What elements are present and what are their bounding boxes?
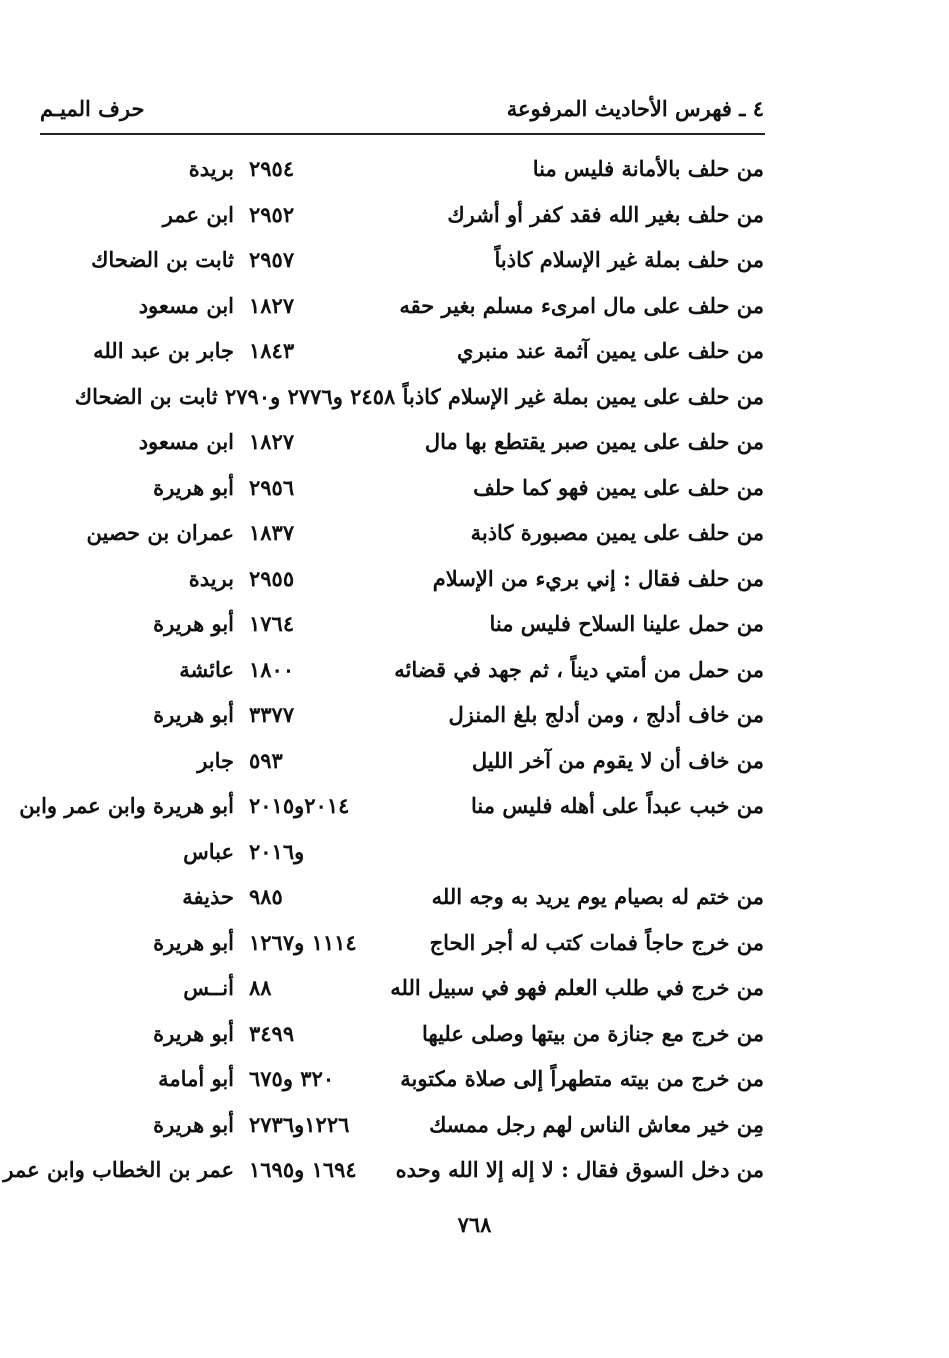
entry-hadith-text: من حلف بالأمانة فليس منا [532, 156, 764, 181]
entry-hadith-text: من ختم له بصيام يوم يريد به وجه الله [431, 884, 764, 909]
index-entry [29, 694, 764, 740]
index-entry [29, 421, 764, 467]
letter-title: حرف الميـم [40, 95, 145, 121]
index-entry [29, 1104, 764, 1150]
entry-hadith-number: ٢٩٥٤ [249, 156, 295, 181]
index-entry [3, 1149, 764, 1195]
entry-hadith-text: من حلف على مال امرىء مسلم بغير حقه [399, 292, 764, 318]
entry-narrator: أبو هريرة [153, 474, 234, 500]
entry-hadith-text: من حمل علينا السلاح فليس منا [489, 611, 764, 636]
entry-hadith-number: ٩٨٥ [249, 884, 283, 909]
entry-hadith-text: من دخل السوق فقال : لا إله إلا الله وحده [395, 1157, 764, 1182]
index-entry [29, 239, 764, 285]
entry-narrator: أنــس [183, 975, 234, 1000]
entry-hadith-number: ١٦٩٤ و١٦٩٥ [249, 1157, 357, 1182]
entry-hadith-number: ١٨٢٧ [249, 429, 295, 454]
entry-narrator: ابن عمر [162, 201, 234, 227]
entry-narrator: عمران بن حصين [86, 520, 234, 545]
entry-narrator: عائشة [179, 656, 234, 682]
index-entry [29, 285, 764, 331]
index-entry [29, 1013, 764, 1059]
index-entry [29, 831, 764, 877]
index-entry [29, 967, 764, 1013]
entry-hadith-text: من حمل من أمتي ديناً ، ثم جهد في قضائه [394, 656, 764, 682]
entry-hadith-number: و٢٠١٦ [249, 838, 305, 864]
entry-hadith-text: من حلف على يمين آثمة عند منبري [457, 338, 764, 363]
entry-hadith-number: ١٧٦٤ [249, 611, 295, 636]
hadith-index-list [3, 148, 764, 1195]
entry-full-line: من حلف على يمين بملة غير الإسلام كاذباً ٢٤٥٨ و٢٧٧٦ و٢٧٩٠ ثابت بن الضحاك [74, 383, 764, 409]
entry-hadith-text: من حلف بملة غير الإسلام كاذباً [494, 247, 764, 272]
index-entry [29, 876, 764, 922]
entry-hadith-text: من خرج حاجاً فمات كتب له أجر الحاج [429, 929, 764, 955]
index-entry [29, 148, 764, 194]
section-title: ٤ ـ فهرس الأحاديث المرفوعة [506, 95, 764, 121]
entry-hadith-text: من خاف أن لا يقوم من آخر الليل [471, 747, 764, 773]
entry-hadith-text: من حلف فقال : إني بريء من الإسلام [432, 565, 764, 591]
index-entry [19, 785, 764, 831]
index-entry [29, 376, 764, 422]
entry-hadith-text: من حلف بغير الله فقد كفر أو أشرك [447, 201, 764, 227]
index-entry [29, 194, 764, 240]
entry-hadith-text: من خرج في طلب العلم فهو في سبيل الله [390, 975, 764, 1000]
entry-hadith-number: ١٨٠٠ [249, 656, 295, 682]
entry-hadith-number: ١١١٤ و١٢٦٧ [249, 929, 357, 955]
entry-hadith-text: مِن خير معاش الناس لهم رجل ممسك [429, 1111, 764, 1137]
page-number: ٧٦٨ [457, 1212, 492, 1237]
index-entry [29, 467, 764, 513]
entry-hadith-number: ١٢٢٦و٢٧٣٦ [249, 1111, 350, 1137]
entry-hadith-number: ٢٩٥٥ [249, 565, 295, 591]
entry-narrator: أبو أمامة [158, 1066, 234, 1091]
entry-hadith-number: ٣٤٩٩ [249, 1020, 295, 1046]
entry-narrator: أبو هريرة وابن عمر وابن [19, 793, 234, 818]
entry-hadith-number: ٣٣٧٧ [249, 702, 295, 727]
entry-narrator: أبو هريرة [153, 702, 234, 727]
entry-hadith-number: ٢٠١٤و٢٠١٥ [249, 793, 350, 818]
index-entry [29, 512, 764, 558]
entry-narrator: أبو هريرة [153, 929, 234, 955]
entry-hadith-number: ٨٨ [249, 975, 272, 1000]
index-entry [29, 740, 764, 786]
entry-hadith-number: ١٨٢٧ [249, 292, 295, 318]
index-entry [29, 1058, 764, 1104]
entry-narrator: أبو هريرة [153, 1111, 234, 1137]
entry-hadith-text: من خبب عبداً على أهله فليس منا [471, 793, 764, 818]
index-entry [29, 558, 764, 604]
index-entry [29, 330, 764, 376]
entry-narrator: حذيفة [182, 884, 234, 909]
entry-hadith-text: من خرج من بيته متطهراً إلى صلاة مكتوبة [400, 1066, 764, 1091]
entry-narrator: ثابت بن الضحاك [91, 247, 234, 272]
entry-narrator: أبو هريرة [153, 1020, 234, 1046]
index-entry [29, 603, 764, 649]
entry-narrator: جابر بن عبد الله [93, 338, 234, 363]
entry-narrator: ابن مسعود [138, 292, 234, 318]
entry-narrator: عباس [183, 838, 234, 864]
entry-hadith-number: ٣٢٠ و٦٧٥ [249, 1066, 335, 1091]
entry-hadith-text: من خرج مع جنازة من بيتها وصلى عليها [422, 1020, 764, 1046]
entry-hadith-number: ٢٩٥٦ [249, 474, 295, 500]
index-entry [29, 922, 764, 968]
entry-hadith-number: ٢٩٥٢ [249, 201, 295, 227]
page-header [40, 88, 764, 128]
entry-hadith-number: ٢٩٥٧ [249, 247, 295, 272]
header-rule [40, 133, 765, 135]
entry-narrator: بريدة [188, 565, 234, 591]
entry-narrator: جابر [197, 747, 234, 773]
entry-hadith-number: ١٨٣٧ [249, 520, 295, 545]
entry-hadith-number: ١٨٤٣ [249, 338, 295, 363]
entry-hadith-text: من حلف على يمين مصبورة كاذبة [470, 520, 764, 545]
entry-hadith-text: من حلف على يمين صبر يقتطع بها مال [424, 429, 764, 454]
entry-hadith-number: ٥٩٣ [249, 747, 283, 773]
entry-hadith-text: من خاف أدلج ، ومن أدلج بلغ المنزل [448, 702, 764, 727]
index-entry [29, 649, 764, 695]
entry-narrator: بريدة [188, 156, 234, 181]
entry-hadith-text: من حلف على يمين فهو كما حلف [473, 474, 764, 500]
entry-narrator: أبو هريرة [153, 611, 234, 636]
entry-narrator: عمر بن الخطاب وابن عمر [3, 1157, 234, 1182]
entry-narrator: ابن مسعود [138, 429, 234, 454]
